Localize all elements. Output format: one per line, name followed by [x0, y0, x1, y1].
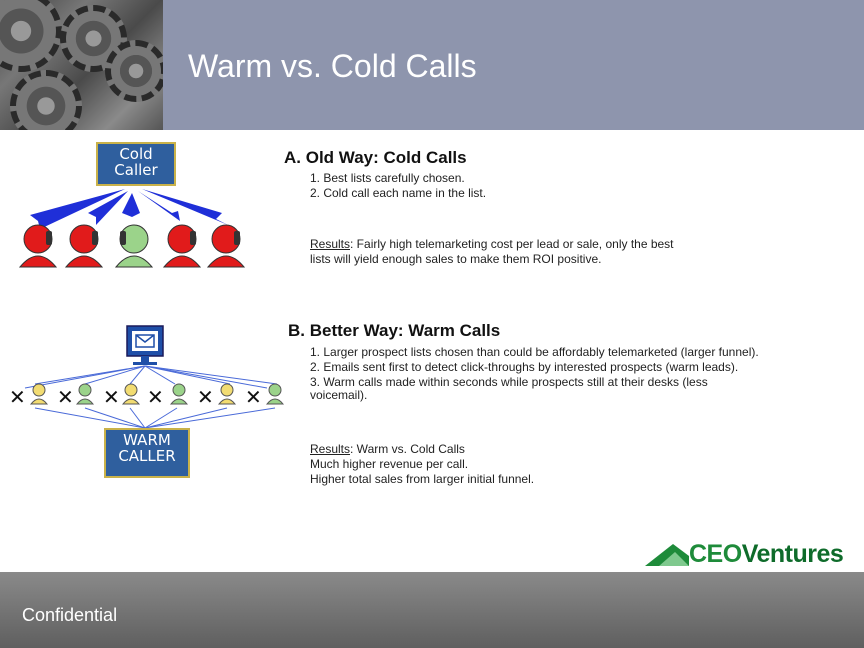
ceo-ventures-logo [645, 540, 855, 570]
gear-image [105, 40, 163, 102]
results-line [310, 442, 534, 457]
badge-line: Cold [119, 145, 153, 163]
x-mark: ✕ [147, 385, 164, 409]
badge-line: WARM [123, 431, 171, 449]
results-line: Higher total sales from larger initial funnel. [310, 472, 535, 486]
call-lines [35, 408, 275, 428]
badge-line: CALLER [118, 447, 176, 465]
person-icon [208, 225, 244, 267]
section-b-list [310, 345, 759, 401]
call-line [145, 408, 227, 428]
footer-bar [0, 572, 864, 648]
email-line [145, 366, 277, 384]
call-line [35, 408, 145, 428]
results-line: lists will yield enough sales to make them ROI positive. [310, 252, 602, 266]
results-line [310, 237, 674, 252]
x-mark: ✕ [197, 385, 214, 409]
logo-text [689, 540, 843, 569]
cold-call-diagram [10, 185, 280, 285]
person-icon [77, 384, 93, 404]
logo-ceo: CEO [689, 540, 742, 568]
section-a-list [310, 171, 486, 201]
person-icon [66, 225, 102, 267]
section-b-results [310, 442, 534, 487]
person-icon [116, 225, 152, 267]
machinery-photo [0, 0, 163, 130]
arrow [142, 189, 228, 225]
call-line [85, 408, 145, 428]
list-item: 2. Cold call each name in the list. [310, 186, 487, 200]
warm-caller-badge [104, 428, 190, 478]
x-mark: ✕ [245, 385, 262, 409]
person-icon [267, 384, 283, 404]
list-item: voicemail). [310, 388, 368, 402]
call-line [145, 408, 275, 428]
list-item: 1. Larger prospect lists chosen than could be affordably telemarketed (larger funnel). [310, 345, 759, 359]
badge-line: Caller [114, 161, 158, 179]
person-icon [123, 384, 139, 404]
section-b-heading: B. Better Way: Warm Calls [288, 321, 501, 340]
header-banner [0, 0, 864, 130]
person-icon [20, 225, 56, 267]
person-icon [171, 384, 187, 404]
arrow-fan [30, 189, 228, 229]
x-mark: ✕ [57, 385, 74, 409]
results-text: : Warm vs. Cold Calls [350, 442, 465, 456]
logo-ventures: Ventures [741, 540, 844, 568]
footer-confidential: Confidential [22, 605, 118, 625]
gear-image [10, 70, 82, 130]
results-text: : Fairly high telemarketing cost per lead or sale, only the best [350, 237, 674, 251]
x-mark: ✕ [9, 385, 26, 409]
section-a-results [310, 237, 674, 267]
call-line [145, 408, 177, 428]
page-title: Warm vs. Cold Calls [188, 48, 477, 84]
arrow [122, 193, 140, 217]
mountain-icon [645, 542, 689, 568]
results-label: Results [310, 442, 351, 456]
computer-icon [127, 326, 163, 365]
section-a-heading: A. Old Way: Cold Calls [284, 148, 467, 167]
person-group [20, 225, 244, 267]
person-icon [219, 384, 235, 404]
person-icon [31, 384, 47, 404]
results-line: Much higher revenue per call. [310, 457, 469, 471]
results-label: Results [310, 237, 351, 251]
list-item: 3. Warm calls made within seconds while prospects still at their desks (less [310, 375, 708, 389]
gear-image [0, 0, 62, 72]
x-mark: ✕ [103, 385, 120, 409]
list-item: 1. Best lists carefully chosen. [310, 171, 465, 185]
cold-caller-badge [96, 142, 176, 186]
person-icon [164, 225, 200, 267]
list-item: 2. Emails sent first to detect click-throughs by interested prospects (warm leads). [310, 360, 739, 374]
